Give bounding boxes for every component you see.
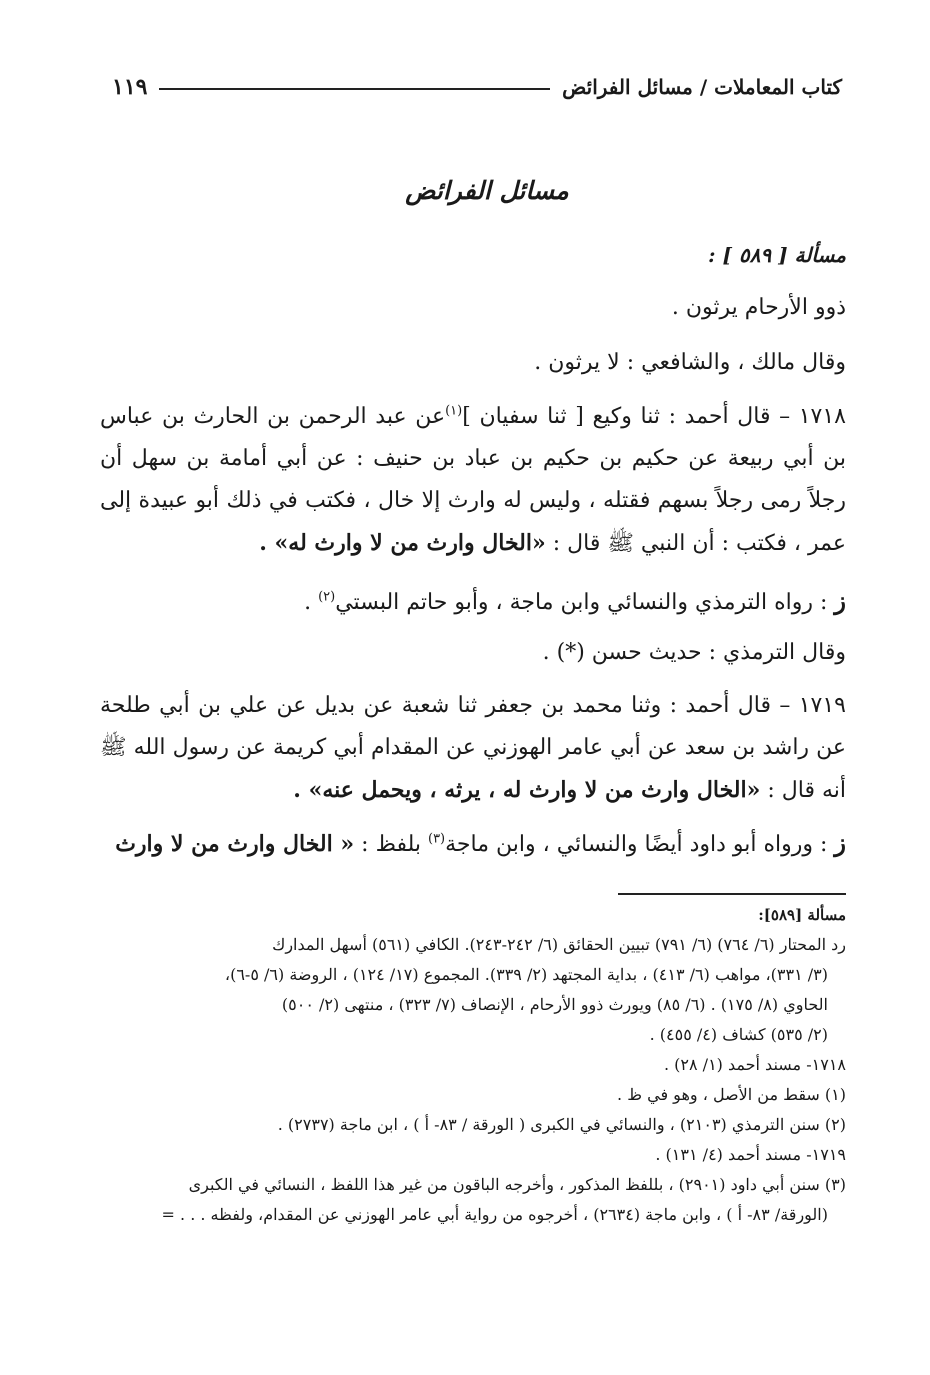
hadith-quote: «الخال وارث من لا وارث له» . bbox=[259, 530, 546, 556]
hadith-number: ١٧١٩ bbox=[798, 693, 846, 718]
header-title: كتاب المعاملات / مسائل الفرائض bbox=[562, 75, 842, 99]
footnote-note: (٣) سنن أبي داود (٢٩٠١) ، بللفظ المذكور ، وأخرجه الباقون من غير هذا اللفظ ، النسائي في الكبرى bbox=[188, 1175, 846, 1194]
masala-label: مسألة [ ٥٨٩ ] : bbox=[708, 243, 846, 267]
footnote-heading: مسألة [٥٨٩]: bbox=[758, 906, 846, 924]
running-header bbox=[112, 72, 842, 102]
tirmidhi-grading: وقال الترمذي : حديث حسن (*) . bbox=[542, 640, 846, 665]
footnote-note: (١) سقط من الأصل ، وهو في ظ . bbox=[617, 1085, 846, 1104]
hadith-text: – قال أحمد : ثنا وكيع [ ثنا سفيان ] bbox=[462, 404, 791, 429]
footnote-note: (الورقة/ ٨٣- أ ) ، وابن ماجة (٢٦٣٤) ، أخرجوه من رواية أبي عامر الهوزني عن المقدام، ولفظه . . . = bbox=[161, 1205, 828, 1224]
zay-mark: ز bbox=[834, 828, 846, 857]
footnote-ref: (٢) bbox=[318, 589, 336, 605]
footnote-line: (٣/ ٣٣١)، مواهب (٦/ ٤١٣) ، بداية المجتهد (٢/ ٣٣٩). المجموع (١٧/ ١٢٤) ، الروضة (٦/ ٥-٦)، bbox=[224, 965, 828, 984]
takhrij-text: : رواه الترمذي والنسائي وابن ماجة ، وأبو حاتم البستي bbox=[335, 590, 828, 615]
header-rule bbox=[159, 88, 550, 90]
hadith-1719 bbox=[100, 685, 846, 812]
hadith-1718 bbox=[100, 396, 846, 565]
takhrij-tail: . bbox=[304, 590, 319, 615]
footnote-line: رد المحتار (٦/ ٧٦٤) (٦/ ٧٩١) تبيين الحقائق (٦/ ٢٤٢-٢٤٣). الكافي (٥٦١) أسهل المدارك bbox=[272, 935, 846, 954]
takhrij-1718 bbox=[100, 580, 846, 624]
takhrij-text: : ورواه أبو داود أيضًا والنسائي ، وابن ماجة bbox=[445, 832, 828, 857]
paragraph-malik-shafii: وقال مالك ، والشافعي : لا يرثون . bbox=[534, 350, 846, 375]
footnote-ref: (٣) bbox=[427, 831, 446, 847]
paragraph-heirs-inherit: ذوو الأرحام يرثون . bbox=[671, 295, 846, 320]
hadith-text: عن عبد الرحمن بن الحارث بن عباس بن أبي ربيعة عن حكيم بن حكيم بن عباد بن حنيف : عن أبي أمامة بن سهل أن رجلاً رمى رجلاً بسهم فقتله ، وليس له وارث إلا خال ، فكتب في ذلك أبو عبيدة إلى عمر ، فكتب : أن النبي ﷺ قال : bbox=[100, 404, 846, 556]
footnote-line: (٢/ ٥٣٥) كشاف (٤/ ٤٥٥) . bbox=[649, 1025, 828, 1044]
footnote-note: (٢) سنن الترمذي (٢١٠٣) ، والنسائي في الكبرى ( الورقة / ٨٣- أ ) ، ابن ماجة (٢٧٣٧) . bbox=[277, 1115, 846, 1134]
hadith-quote: «الخال وارث من لا وارث له ، يرثه ، ويحمل عنه» . bbox=[293, 777, 761, 803]
takhrij-1719 bbox=[100, 822, 846, 866]
footnote-line: الحاوي (٨/ ١٧٥) . (٦/ ٨٥) ويورث ذوو الأرحام ، الإنصاف (٧/ ٣٢٣) ، منتهى (٢/ ٥٠٠) bbox=[281, 995, 828, 1014]
hadith-number: ١٧١٨ bbox=[798, 404, 846, 429]
hadith-text: – قال أحمد : وثنا محمد بن جعفر ثنا شعبة عن بديل عن علي بن أبي طلحة عن راشد بن سعد عن أبي عامر الهوزني عن المقدام أبي كريمة عن رسول الله ﷺ أنه قال : bbox=[100, 693, 846, 803]
footnotes bbox=[100, 900, 846, 1230]
takhrij-quote: « الخال وارث من لا وارث bbox=[115, 831, 355, 857]
footnote-note: ١٧١٨- مسند أحمد (١/ ٢٨) . bbox=[663, 1055, 846, 1074]
page-number: ١١٩ bbox=[112, 74, 148, 100]
footnote-note: ١٧١٩- مسند أحمد (٤/ ١٣١) . bbox=[655, 1145, 846, 1164]
footnote-separator bbox=[618, 893, 846, 895]
takhrij-text: بلفظ : bbox=[354, 832, 428, 857]
zay-mark: ز bbox=[834, 586, 846, 615]
section-heading: مسائل الفرائض bbox=[405, 176, 569, 205]
footnote-ref: (١) bbox=[445, 403, 463, 419]
